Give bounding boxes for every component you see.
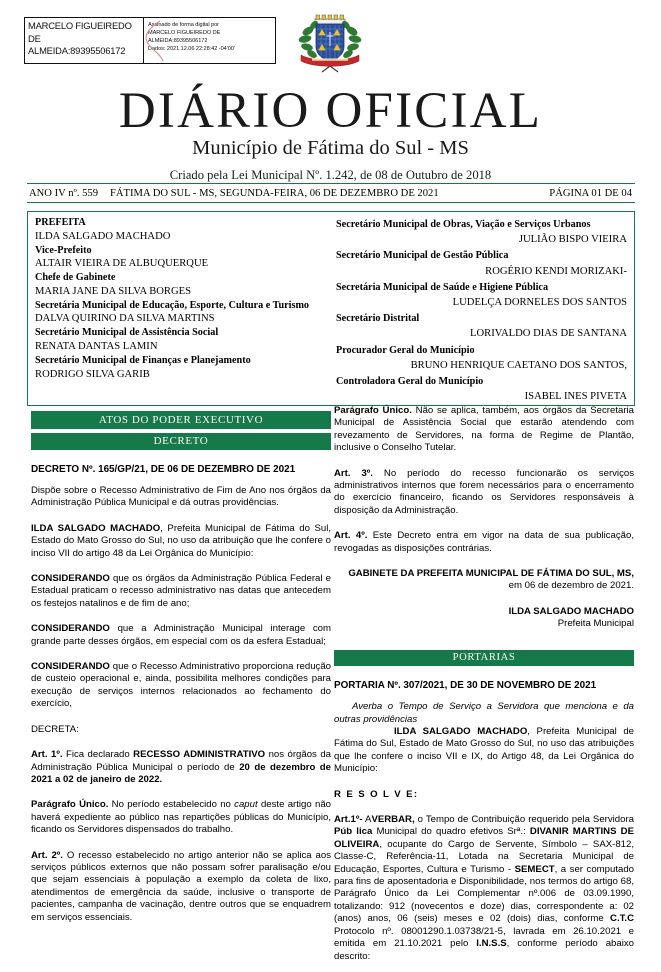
- paragrafo-unico-text-2: deste artigo não haverá expediente ao público nas repartições públicas do Município, ficando os Servidores dispensados do trabalho.: [31, 799, 331, 836]
- portaria-servidora-name: DIVANIR MARTINS DE OLIVEIRA: [334, 826, 634, 850]
- official-role: Secretária Municipal de Educação, Esporte, Cultura e Turismo: [35, 299, 310, 311]
- portaria-preamble-text: , Prefeita Municipal de Fátima do Sul, Estado de Mato Grosso do Sul, no uso das atribuições que lhe confere o inciso VII e IX, do Artigo 48, da Lei Orgânica do Município:: [334, 726, 635, 775]
- decreto-signer-role: Prefeita Municipal: [557, 618, 634, 630]
- decreto-preamble-text: , Prefeita Municipal de Fátima do Sul, Estado do Mato Grosso do Sul, no uso da atribuição que lhe confere o inciso VII do artigo 48 da Lei Orgânica do Município:: [31, 522, 331, 559]
- official-name: ILDA SALGADO MACHADO: [35, 230, 171, 242]
- official-role: Secretário Municipal de Obras, Viação e Serviços Urbanos: [336, 219, 591, 230]
- portaria-art-1-text-7: , conforme período abaixo descrito:: [334, 938, 634, 962]
- section-banner-decreto: DECRETO: [31, 433, 331, 451]
- portaria-art-1-bold-1: VERBAR,: [371, 814, 415, 826]
- considerando-text: que os órgãos da Administração Pública Federal e Estadual praticam o recesso administrativo nas datas que antecedem os festejos natalinos e de fim de ano;: [31, 573, 331, 609]
- page-number: PÁGINA 01 DE 04: [549, 187, 632, 199]
- section-banner-portarias: PORTARIAS: [334, 650, 634, 667]
- decreto-considerando-3: [31, 661, 331, 711]
- official-name: MARIA JANE DA SILVA BORGES: [35, 285, 191, 297]
- signature-subject-line3: ALMEIDA:89395506172: [28, 45, 126, 57]
- edition-number: ANO IV nº. 559: [29, 187, 99, 199]
- art-4-text: Este Decreto entra em vigor na data de sua publicação, revogadas as disposições contrárias.: [334, 530, 634, 554]
- portaria-art-1-label: Art.1º-: [334, 814, 363, 826]
- art-4-label: Art. 4º.: [334, 530, 368, 542]
- art-1-text-2: nos órgãos da Administração Pública Municipal o período de: [31, 749, 331, 773]
- portaria-art-1-text-4: , ocupante do Cargo de Servente, Símbolo – SAX-812, Classe-C, Referência-11, Lotada na Secretaria Municipal de Educação, Esportes, Cultura e Turismo -: [334, 838, 634, 875]
- art-2-text: O recesso estabelecido no artigo anterior não se aplica aos serviços públicos externos que não possam sofrer paralisação e/ou que sejam essenciais à população a exemplo da coleta de lixo, atendimentos de emergência da saúde, inclusive o transporte de pacientes, campanha de vacinação, dentre outros que se enquadrem em serviços essenciais.: [31, 849, 331, 923]
- portaria-art-1-text-2: o Tempo de Contribuição requerido pela Servidora: [414, 814, 634, 826]
- digital-signature-stamp: [24, 17, 276, 64]
- paragrafo-unico-label: Parágrafo Único.: [334, 405, 412, 416]
- decreto-signer-name: [334, 606, 634, 618]
- decreto-preamble: [31, 523, 331, 560]
- signature-details: [143, 18, 275, 63]
- decreto-gabinete-line: [334, 568, 634, 593]
- official-name: DALVA QUIRINO DA SILVA MARTINS: [35, 313, 215, 325]
- signature-subject: [25, 18, 143, 63]
- masthead-subtitle: Município de Fátima do Sul - MS: [192, 137, 469, 159]
- portaria-preamble: [334, 726, 634, 776]
- signer-name-text: ILDA SALGADO MACHADO: [508, 605, 634, 617]
- signature-detail-line1: Assinado de forma digital por: [148, 22, 219, 28]
- art-1-bold-2: 20 de dezembro de 2021 a 02 de janeiro de 2022.: [31, 761, 331, 785]
- officials-box: [27, 211, 635, 406]
- official-name: LORIVALDO DIAS DE SANTANA: [470, 328, 627, 340]
- decreto-heading: DECRETO Nº. 165/GP/21, DE 06 DE DEZEMBRO DE 2021: [31, 464, 296, 475]
- decreto-art-2: [31, 850, 331, 924]
- municipal-coat-of-arms-icon: [291, 14, 369, 76]
- signature-subject-line2: DE: [28, 32, 41, 44]
- portaria-art-1-bold-2: Púb lica: [334, 826, 373, 838]
- paragrafo-unico-text: Não se aplica, também, aos órgãos da Secretaria Municipal de Assistência Social que estarão atendendo com revezamento de Servidores, na forma de Regime de Plantão, inclusive o Conselho Tutelar.: [334, 405, 634, 454]
- official-role: Secretária Municipal de Saúde e Higiene Pública: [336, 281, 549, 293]
- portaria-art-1: [334, 814, 634, 963]
- portaria-art-1-text-1: A: [362, 814, 372, 826]
- official-name: ALTAIR VIEIRA DE ALBUQUERQUE: [35, 258, 209, 270]
- official-name: RODRIGO SILVA GARIB: [35, 368, 150, 380]
- official-name: JULIÃO BISPO VIEIRA: [518, 234, 627, 246]
- signature-detail-line4: Dados: 2021.12.06 22:28:42 -04'00': [148, 46, 235, 53]
- decreto-paragrafo-unico-2: [334, 405, 634, 455]
- official-name: BRUNO HENRIQUE CAETANO DOS SANTOS,: [410, 359, 627, 371]
- considerando-text: que o Recesso Administrativo proporciona redução de custeio operacional e, ainda, possibilita melhores condições para execução de serviços internos relacionados ao fechamento do exercício,: [31, 661, 331, 710]
- official-role: Vice-Prefeito: [35, 244, 92, 256]
- art-3-text: No período do recesso funcionarão os serviços administrativos internos que forem necessários para o encerramento do exercício financeiro, ficando os Servidores responsáveis à disposição da Administração.: [334, 467, 634, 516]
- official-role: Secretário Municipal de Gestão Pública: [336, 250, 509, 262]
- official-role: Secretário Municipal de Assistência Social: [35, 327, 219, 339]
- page-title: DIÁRIO OFICIAL: [118, 83, 543, 139]
- gabinete-date: em 06 de dezembro de 2021.: [508, 580, 634, 592]
- decreto-art-4: [334, 530, 634, 555]
- decreto-considerando-2: [31, 623, 331, 648]
- decreto-decreta-label: DECRETA:: [31, 723, 79, 735]
- content-column-right: [334, 405, 634, 972]
- official-role: Controladora Geral do Município: [336, 376, 484, 388]
- official-role: Procurador Geral do Município: [336, 344, 475, 356]
- considerando-label: CONSIDERANDO: [31, 573, 110, 585]
- art-3-label: Art. 3º.: [334, 467, 373, 479]
- official-name: ROGÉRIO KENDI MORIZAKI-: [485, 265, 627, 277]
- portaria-resolve-label: R E S O L V E:: [334, 788, 419, 800]
- signature-subject-line1: MARCELO FIGUEIREDO: [28, 20, 132, 31]
- official-name: RENATA DANTAS LAMIN: [35, 340, 158, 352]
- masthead: [0, 84, 661, 184]
- portaria-semect: SEMECT: [514, 863, 555, 875]
- art-1-bold-1: RECESSO ADMINISTRATIVO: [133, 749, 266, 761]
- decreto-paragrafo-unico-1: [31, 799, 331, 836]
- section-banner-atos: ATOS DO PODER EXECUTIVO: [31, 411, 331, 429]
- considerando-text: que a Administração Municipal interage com grande parte desses órgãos, em especial com os da esfera Estadual;: [31, 623, 331, 647]
- paragrafo-unico-caput: caput: [234, 799, 258, 811]
- paragrafo-unico-text-1: No período estabelecido no: [108, 799, 235, 811]
- decreto-considerando-1: [31, 573, 331, 610]
- content-column-left: [31, 411, 331, 933]
- masthead-law-reference: Criado pela Lei Municipal Nº. 1.242, de 08 de Outubro de 2018: [169, 168, 492, 182]
- portaria-ctc: C.T.C: [610, 913, 634, 925]
- official-role: Secretário Municipal de Finanças e Planejamento: [35, 354, 251, 366]
- official-role: PREFEITA: [35, 217, 86, 228]
- art-1-label: Art. 1º.: [31, 749, 63, 761]
- portaria-heading: PORTARIA Nº. 307/2021, DE 30 DE NOVEMBRO DE 2021: [334, 680, 597, 692]
- signature-detail-line3: ALMEIDA:89395506172: [148, 38, 208, 45]
- portaria-ementa: Averba o Tempo de Serviço a Servidora que menciona e da outras providências: [334, 701, 634, 725]
- official-name: ISABEL INES PIVETA: [524, 391, 627, 403]
- officials-column-left: [28, 212, 329, 405]
- official-role: Chefe de Gabinete: [35, 272, 116, 284]
- portaria-inss: I.N.S.S: [476, 938, 507, 950]
- paragrafo-unico-label: Parágrafo Único.: [31, 799, 109, 811]
- official-name: LUDELÇA DORNELES DOS SANTOS: [452, 297, 627, 309]
- decreto-ementa: Dispõe sobre o Recesso Administrativo de Fim de Ano nos órgãos da Administração Pública Municipal e dá outras providências.: [31, 485, 331, 509]
- portaria-art-1-text-3: Municipal do quadro efetivos Srª.:: [372, 826, 530, 838]
- considerando-label: CONSIDERANDO: [31, 661, 110, 673]
- art-2-label: Art. 2º.: [31, 849, 63, 861]
- decreto-preamble-name: ILDA SALGADO MACHADO: [31, 522, 161, 534]
- signature-detail-line2: MARCELO FIGUEIREDO DE: [148, 30, 221, 37]
- officials-column-right: [329, 212, 634, 405]
- edition-info-bar: [27, 183, 635, 203]
- edition-place-date: FÁTIMA DO SUL - MS, SEGUNDA-FEIRA, 06 DE DEZEMBRO DE 2021: [110, 187, 439, 199]
- decreto-art-1: [31, 749, 331, 786]
- considerando-label: CONSIDERANDO: [31, 623, 110, 635]
- gabinete-bold: GABINETE DA PREFEITA MUNICIPAL DE FÁTIMA DO SUL, MS,: [348, 568, 634, 580]
- portaria-art-1-text-6: Protocolo nº. 08001290.1.03738/21-5, lavrada em 26.10.2021 e emitida em 21.10.2021 pelo: [334, 925, 634, 950]
- portaria-preamble-name: ILDA SALGADO MACHADO: [394, 726, 528, 737]
- official-role: Secretário Distrital: [336, 313, 420, 325]
- portaria-art-1-text-5: , a ser computado para fins de aposentadoria e Disponibilidade, nos termos do artigo 68, Parágrafo Único da Lei Complementar nº.006 de 03.09.1990, totalizando: 912 (novecentos e doze) dias, correspondente a: 02 (anos) anos, 06 (seis) meses e 02 (dois) dias, conforme: [334, 863, 634, 925]
- art-1-text-1: Fica declarado: [62, 749, 134, 761]
- decreto-art-3: [334, 468, 634, 518]
